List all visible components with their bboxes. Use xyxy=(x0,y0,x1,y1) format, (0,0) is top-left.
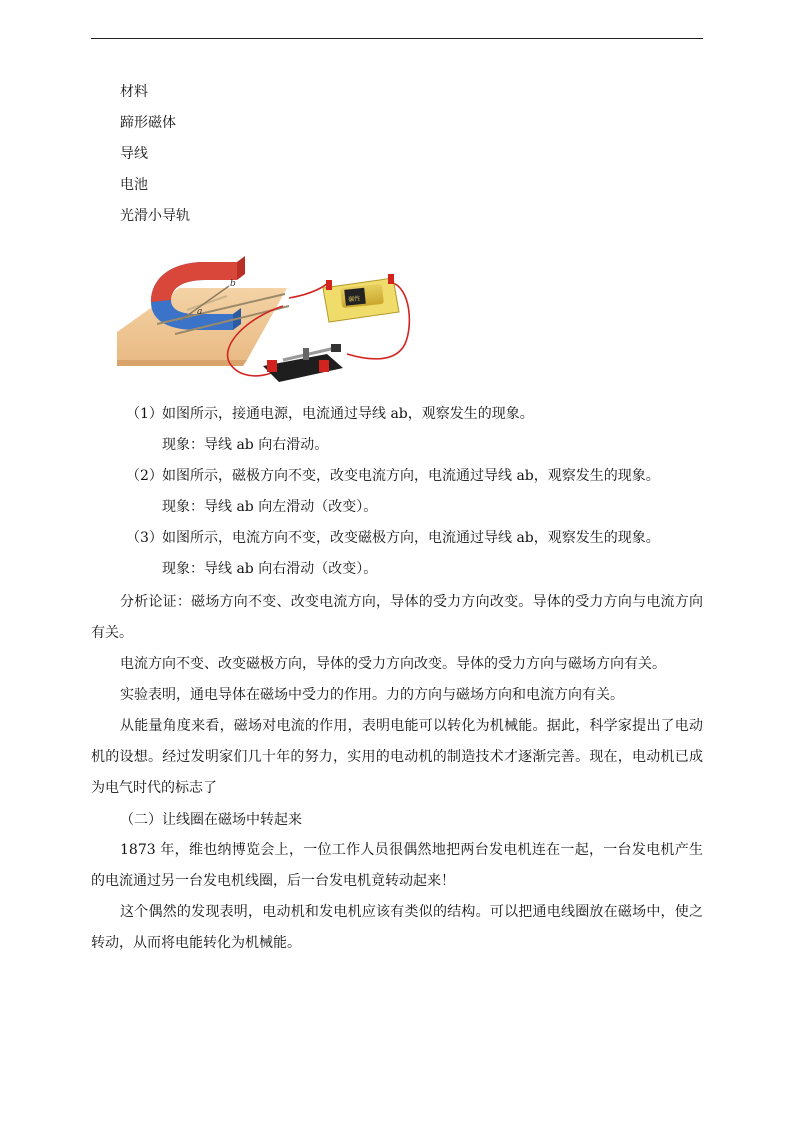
history-paragraph: 1873 年，维也纳博览会上，一位工作人员很偶然地把两台发电机连在一起，一台发电机产生的电流通过另一台发电机线圈，后一台发电机竟转动起来！ xyxy=(91,842,703,889)
material-item: 电池 xyxy=(120,177,148,193)
discovery-paragraph: 这个偶然的发现表明，电动机和发电机应该有类似的结构。可以把通电线圈放在磁场中，使之转动，从而将电能转化为机械能。 xyxy=(91,904,703,951)
step-result: 现象：导线 ab 向右滑动（改变）。 xyxy=(162,561,378,577)
section-number: （二） xyxy=(120,812,162,828)
step-text: 如图所示，磁极方向不变，改变电流方向，电流通过导线 ab，观察发生的现象。 xyxy=(162,468,660,484)
analysis-paragraph: 分析论证：磁场方向不变、改变电流方向，导体的受力方向改变。导体的受力方向与电流方向有关。 xyxy=(91,594,703,641)
step-number: （2） xyxy=(126,468,163,484)
battery-label: 碳性 xyxy=(347,295,361,304)
experiment-figure xyxy=(117,248,415,386)
step-number: （3） xyxy=(126,530,163,546)
step-text: 如图所示，接通电源，电流通过导线 ab，观察发生的现象。 xyxy=(162,406,534,422)
step-number: （1） xyxy=(126,406,163,422)
material-item: 蹄形磁体 xyxy=(120,115,176,131)
material-item: 光滑小导轨 xyxy=(120,208,190,224)
step-text: 如图所示，电流方向不变，改变磁极方向，电流通过导线 ab，观察发生的现象。 xyxy=(162,530,660,546)
section-title: 让线圈在磁场中转起来 xyxy=(162,812,302,828)
material-item: 导线 xyxy=(120,146,148,162)
conclusion-paragraph: 实验表明，通电导体在磁场中受力的作用。力的方向与磁场方向和电流方向有关。 xyxy=(120,687,624,703)
header-rule xyxy=(91,38,703,39)
step-result: 现象：导线 ab 向左滑动（改变）。 xyxy=(162,499,378,515)
battery-holder xyxy=(323,274,399,322)
analysis-paragraph-2: 电流方向不变、改变磁极方向，导体的受力方向改变。导体的受力方向与磁场方向有关。 xyxy=(120,656,666,672)
materials-heading: 材料 xyxy=(120,84,148,100)
label-a: a xyxy=(197,307,203,317)
step-result: 现象：导线 ab 向右滑动。 xyxy=(162,437,329,453)
energy-paragraph: 从能量角度来看，磁场对电流的作用，表明电能可以转化为机械能。据此，科学家提出了电动机的设想。经过发明家们几十年的努力，实用的电动机的制造技术才逐渐完善。现在，电动机已成为电气时代的标志了 xyxy=(91,718,703,796)
knife-switch xyxy=(263,344,343,382)
label-b: b xyxy=(230,279,236,289)
